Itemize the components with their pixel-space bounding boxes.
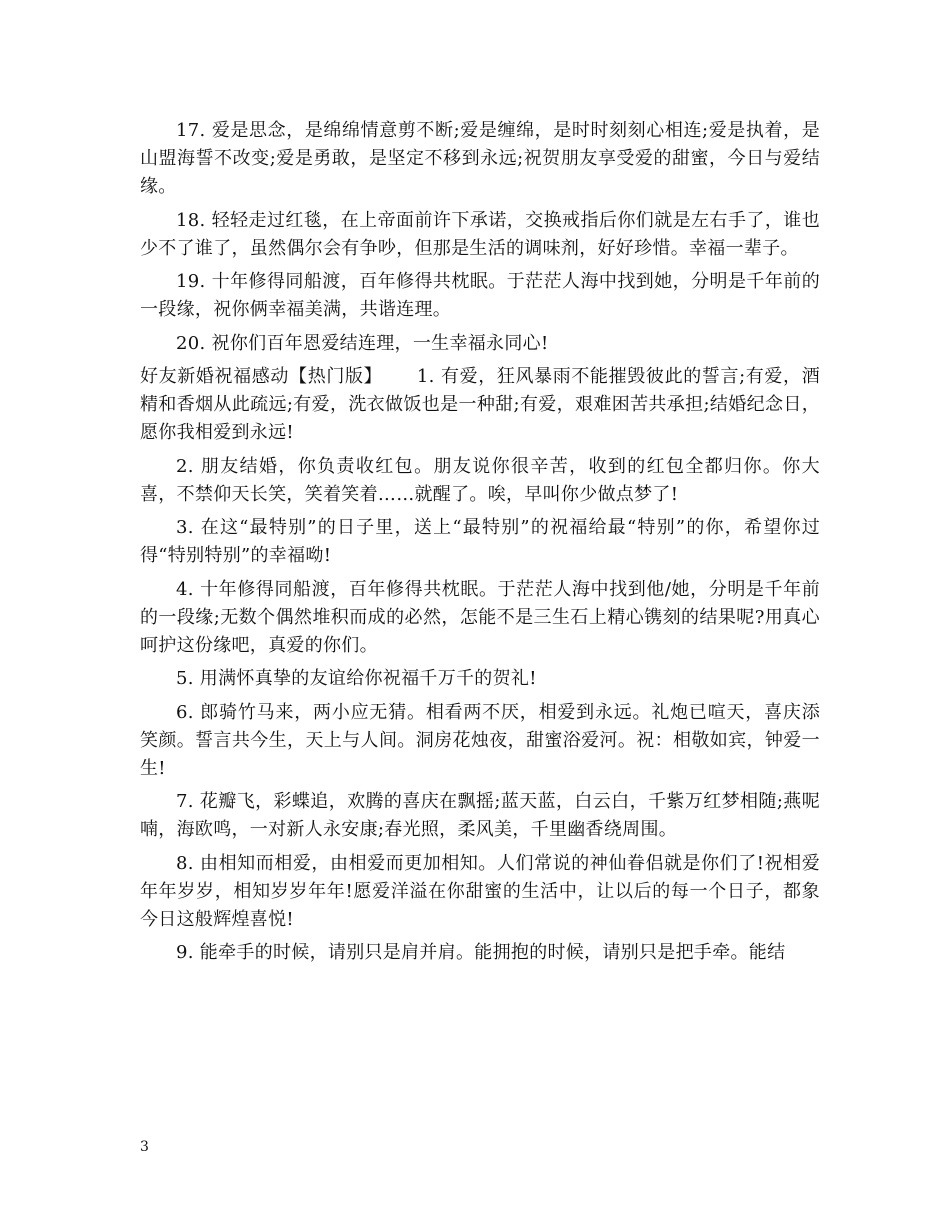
paragraph-19: 19. 十年修得同船渡，百年修得共枕眠。于茫茫人海中找到她，分明是千年前的一段缘，祝你俩幸福美满，共谐连理。 [140, 271, 820, 320]
paragraph-2: 2. 朋友结婚，你负责收红包。朋友说你很辛苦，收到的红包全都归你。你大喜，不禁仰天长笑，笑着笑着……就醒了。唉，早叫你少做点梦了! [140, 455, 820, 505]
paragraph-17: 17. 爱是思念，是绵绵情意剪不断;爱是缠绵，是时时刻刻心相连;爱是执着，是山盟海誓不改变;爱是勇敢，是坚定不移到永远;祝贺朋友享受爱的甜蜜，今日与爱结缘。 [140, 120, 820, 197]
paragraph-7: 7. 花瓣飞，彩蝶追，欢腾的喜庆在飘摇;蓝天蓝，白云白，千紫万红梦相随;燕呢喃，海欧鸣，一对新人永安康;春光照，柔风美，千里幽香绕周围。 [140, 791, 820, 840]
paragraph-18: 18. 轻轻走过红毯，在上帝面前许下承诺，交换戒指后你们就是左右手了，谁也少不了谁了，虽然偶尔会有争吵，但那是生活的调味剂，好好珍惜。幸福一辈子。 [140, 209, 820, 259]
paragraph-8: 8. 由相知而相爱，由相爱而更加相知。人们常说的神仙眷侣就是你们了!祝相爱年年岁岁，相知岁岁年年!愿爱洋溢在你甜蜜的生活中，让以后的每一个日子，都象今日这般辉煌喜悦! [140, 852, 820, 930]
paragraph-3: 3. 在这“最特别”的日子里，送上“最特别”的祝福给最“特别”的你，希望你过得“特别特别”的幸福呦! [140, 517, 820, 566]
paragraph-4: 4. 十年修得同船渡，百年修得共枕眠。于茫茫人海中找到他/她，分明是千年前的一段缘;无数个偶然堆积而成的必然，怎能不是三生石上精心镌刻的结果呢?用真心呵护这份缘吧，真爱的你们。 [140, 578, 820, 656]
page-number: 3 [140, 1139, 149, 1155]
document-body [140, 117, 820, 973]
paragraph-5: 5. 用满怀真挚的友谊给你祝福千万千的贺礼! [176, 668, 537, 689]
paragraph-6: 6. 郎骑竹马来，两小应无猜。相看两不厌，相爱到永远。礼炮已喧天，喜庆添笑颜。誓言共今生，天上与人间。洞房花烛夜，甜蜜浴爱河。祝：相敬如宾，钟爱一生! [140, 701, 820, 779]
paragraph-9: 9. 能牵手的时候，请别只是肩并肩。能拥抱的时候，请别只是把手牵。能结 [176, 942, 786, 963]
section-heading-paragraph-1: 好友新婚祝福感动【热门版】 1. 有爱，狂风暴雨不能摧毁彼此的誓言;有爱，酒精和香烟从此疏远;有爱，洗衣做饭也是一种甜;有爱，艰难困苦共承担;结婚纪念日，愿你我相爱到永远! [140, 366, 820, 443]
paragraph-20: 20. 祝你们百年恩爱结连理，一生幸福永同心! [176, 332, 549, 354]
